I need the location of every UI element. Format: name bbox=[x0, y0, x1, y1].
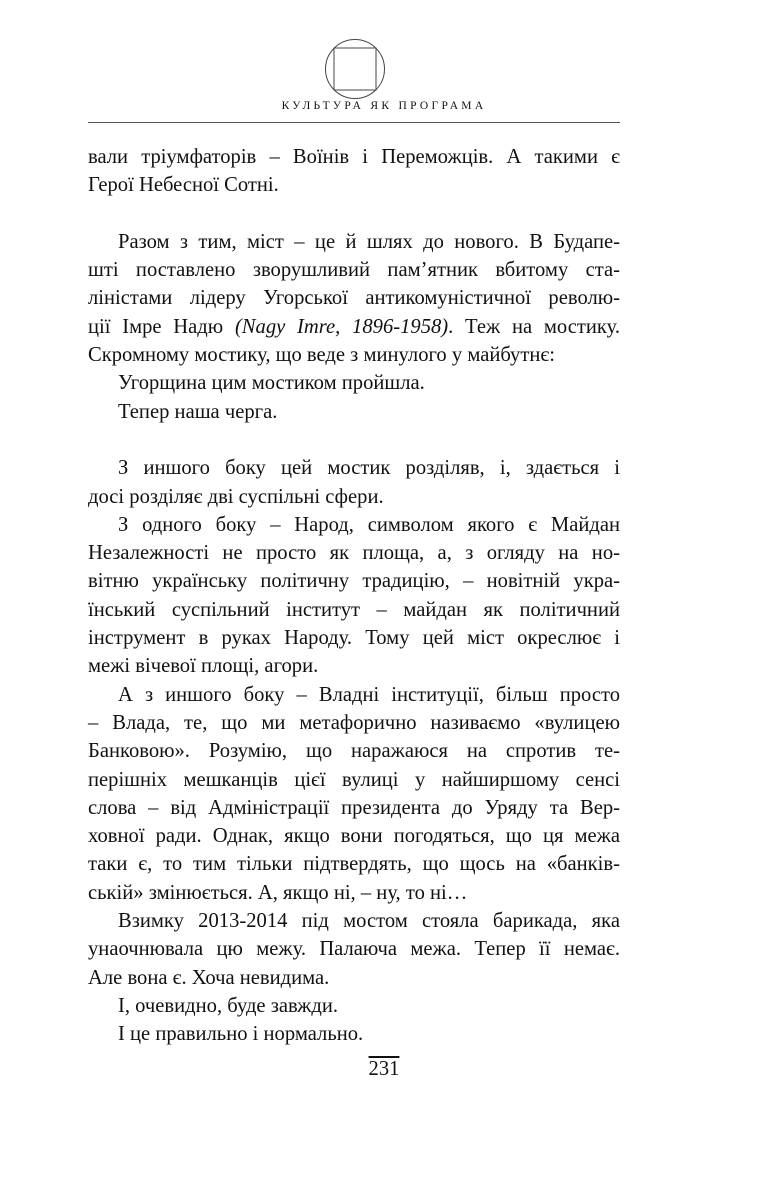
text-line: таки є, то тим тільки підтвердять, що щось на «банків- bbox=[88, 853, 620, 876]
text-line: вали тріумфаторів – Воїнів і Переможців. А такими є bbox=[88, 146, 620, 168]
text-line: їнський суспільний інститут – майдан як політичний bbox=[88, 598, 620, 621]
text-line: вітню українську політичну традицію, – новітній укра- bbox=[88, 570, 620, 593]
italic-name-dates: (Nagy Imre, 1896-1958) bbox=[234, 315, 449, 338]
text-line: Банковою». Розумію, що наражаюся на спротив те- bbox=[88, 740, 620, 763]
text-line: ховної ради. Однак, якщо вони погодяться, що ця межа bbox=[88, 825, 620, 848]
text-line: досі розділяє дві суспільні сфери. bbox=[88, 485, 384, 508]
text-line: Скромному мостику, що веде з минулого у майбутнє: bbox=[88, 344, 555, 367]
text-line: З одного боку – Народ, символом якого є Майдан bbox=[118, 513, 620, 536]
paragraph-gap bbox=[88, 426, 620, 454]
page-number-text: 231 bbox=[368, 1058, 400, 1080]
running-header: КУЛЬТУРА ЯК ПРОГРАМА bbox=[281, 100, 487, 112]
body-text bbox=[88, 143, 620, 1049]
text-line: Разом з тим, міст – це й шлях до нового. В Будапе- bbox=[118, 230, 620, 253]
text-line: Тепер наша черга. bbox=[118, 400, 278, 423]
text-line: межі вічевої площі, агори. bbox=[88, 655, 319, 678]
text-line: шті поставлено зворушливий пам’ятник вбитому ста- bbox=[88, 259, 620, 282]
text-line: – Влада, те, що ми метафорично називаємо «вулицею bbox=[88, 711, 620, 734]
text-line: ській» змінюється. А, якщо ні, – ну, то ні… bbox=[88, 881, 468, 904]
text-line: А з иншого боку – Владні інституції, більш просто bbox=[118, 683, 620, 706]
paragraph-gap bbox=[88, 200, 620, 228]
text-line: Але вона є. Хоча невидима. bbox=[88, 966, 330, 989]
text-line: І, очевидно, буде завжди. bbox=[118, 994, 338, 1017]
text-line: ліністами лідеру Угорської антикомуністичної револю- bbox=[88, 287, 620, 310]
text-line-mixed bbox=[88, 313, 620, 341]
text-line: слова – від Адміністрації президента до Уряду та Вер- bbox=[88, 796, 620, 819]
text-line: перішніх мешканців цієї вулиці у найширшому сенсі bbox=[88, 768, 620, 791]
text-run: ції Імре Надю bbox=[88, 315, 224, 338]
text-line: унаочнювала цю межу. Палаюча межа. Тепер її немає. bbox=[88, 938, 620, 961]
page-number bbox=[0, 1058, 768, 1081]
text-line: інструмент в руках Народу. Тому цей міст окреслює і bbox=[88, 627, 620, 650]
text-line: З иншого боку цей мостик розділяв, і, здається і bbox=[118, 457, 620, 480]
header-rule bbox=[88, 122, 620, 123]
text-line: Незалежності не просто як площа, а, з огляду на но- bbox=[88, 542, 620, 565]
text-line: Герої Небесної Сотні. bbox=[88, 174, 279, 197]
text-line: Взимку 2013-2014 під мостом стояла барикада, яка bbox=[118, 910, 620, 933]
text-line: Угорщина цим мостиком пройшла. bbox=[118, 372, 425, 395]
text-line: І це правильно і нормально. bbox=[118, 1023, 364, 1046]
text-run: . Теж на мостику. bbox=[448, 315, 620, 338]
emblem-logo bbox=[324, 38, 386, 100]
